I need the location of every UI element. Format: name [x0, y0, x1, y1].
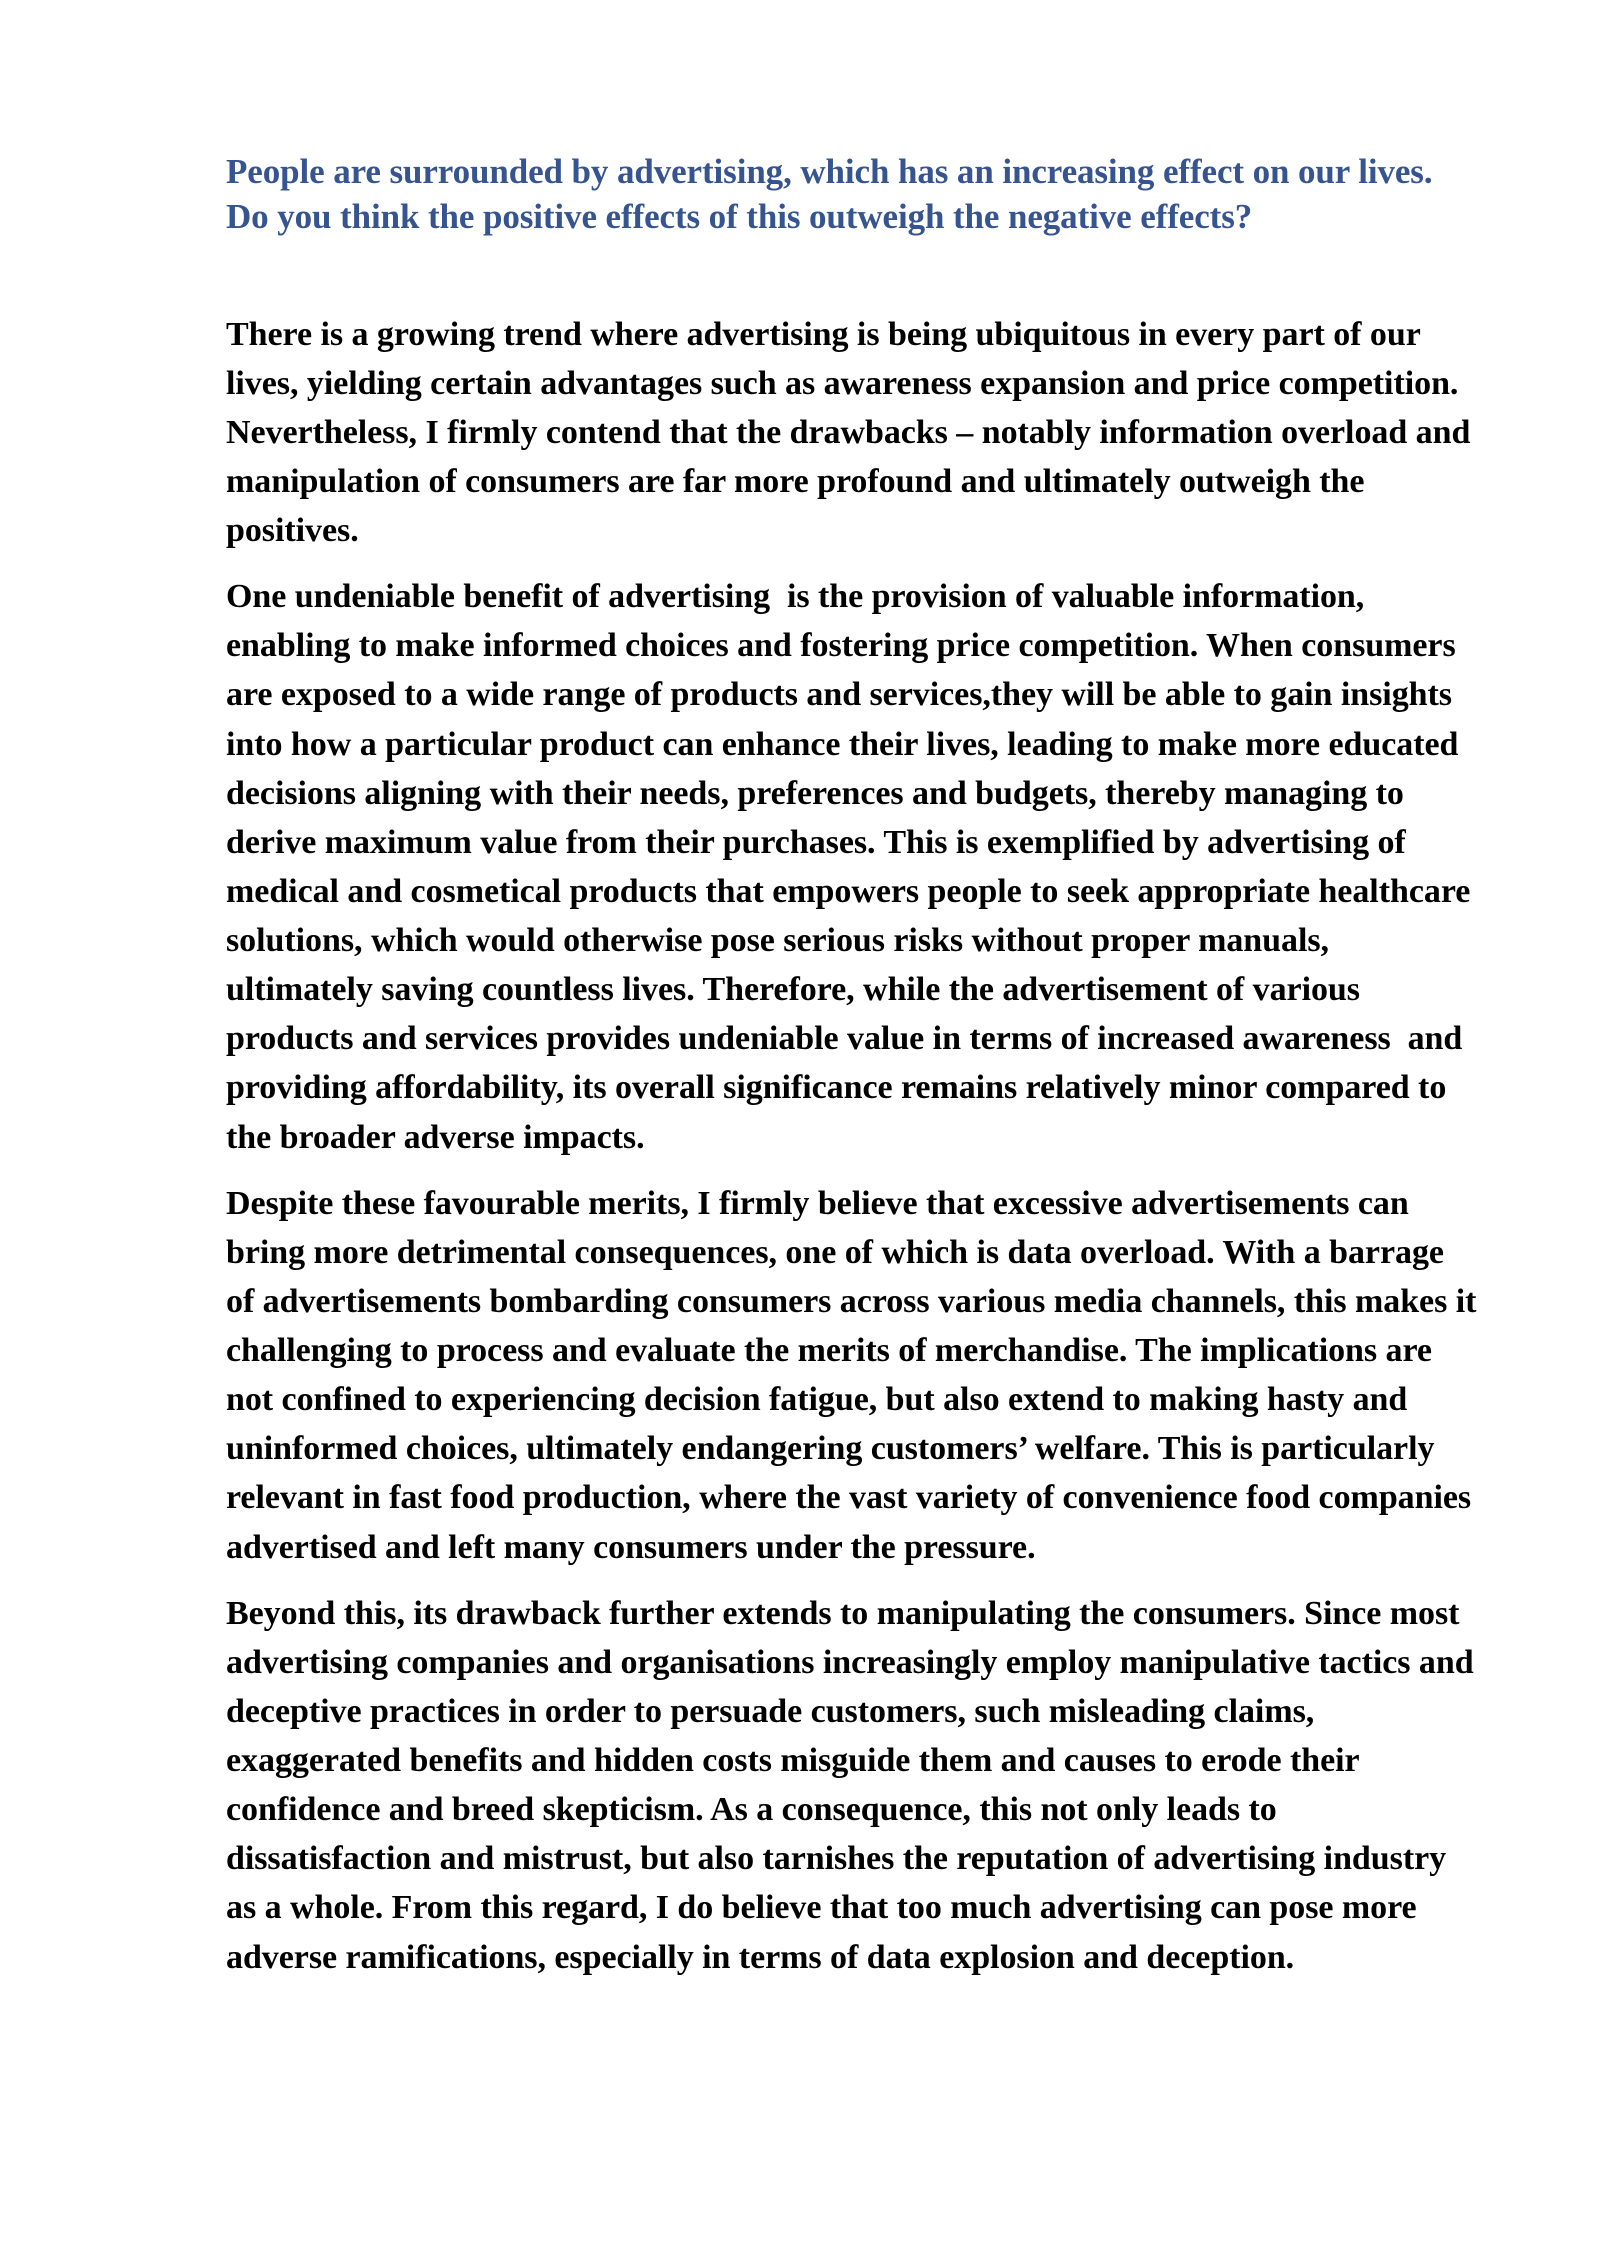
page-bottom-margin	[226, 1982, 1480, 2102]
paragraph-body-drawbacks: Despite these favourable merits, I firmly believe that excessive advertisements can bring more detrimental consequences, one of which is data overload. With a barrage of advertisements bombarding consumers across various media channels, this makes it challenging to process and evaluate the merits of merchandise. The implications are not confined to experiencing decision fatigue, but also extend to making hasty and uninformed choices, ultimately endangering customers’ welfare. This is particularly relevant in fast food production, where the vast variety of convenience food companies advertised and left many consumers under the pressure.	[226, 1184, 1485, 1566]
paragraph-body-manipulation: Beyond this, its drawback further extends to manipulating the consumers. Since most advertising companies and organisations increasingly employ manipulative tactics and deceptive practices in order to persuade customers, such misleading claims, exaggerated benefits and hidden costs misguide them and causes to erode their confidence and breed skepticism. As a consequence, this not only leads to dissatisfaction and mistrust, but also tarnishes the reputation of advertising industry as a whole. From this regard, I do believe that too much advertising can pose more adverse ramifications, especially in terms of data explosion and deception.	[226, 1594, 1483, 1976]
document-text-column	[226, 0, 1485, 2102]
paragraph-body-benefits: One undeniable benefit of advertising is the provision of valuable information, enabling to make informed choices and fostering price competition. When consumers are exposed to a wide range of products and services,they will be able to gain insights into how a particular product can enhance their lives, leading to make more educated decisions aligning with their needs, preferences and budgets, thereby managing to derive maximum value from their purchases. This is exemplified by advertising of medical and cosmetical products that empowers people to seek appropriate healthcare solutions, which would otherwise pose serious risks without proper manuals, ultimately saving countless lives. Therefore, while the advertisement of various products and services provides undeniable value in terms of increased awareness and providing affordability, its overall significance remains relatively minor compared to the broader adverse impacts.	[226, 578, 1479, 1156]
essay-question-heading: People are surrounded by advertising, which has an increasing effect on our lives. Do you think the positive effects of this outweigh the negative effects?	[226, 152, 1442, 236]
paragraph-introduction: There is a growing trend where advertising is being ubiquitous in every part of our lives, yielding certain advantages such as awareness expansion and price competition. Nevertheless, I firmly contend that the drawbacks – notably information overload and manipulation of consumers are far more profound and ultimately outweigh the positives.	[226, 315, 1479, 550]
